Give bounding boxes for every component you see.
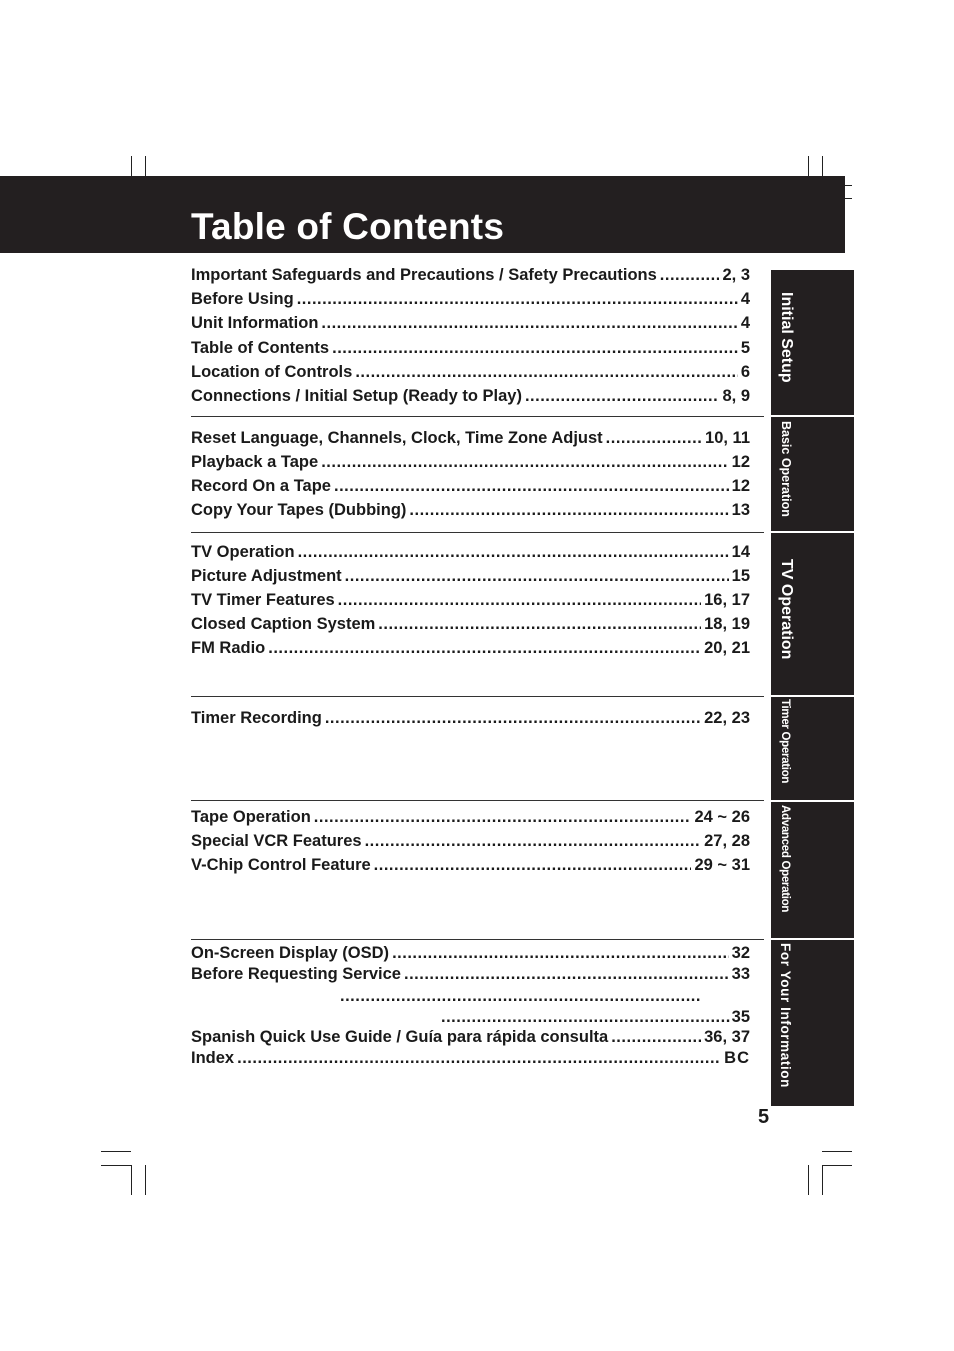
- toc-entry[interactable]: [191, 806, 750, 828]
- tab-label: Initial Setup: [778, 292, 795, 383]
- entry-page: 24 ~ 26: [694, 808, 750, 826]
- tab-label: Timer Operation: [779, 699, 791, 784]
- dot-leader: [321, 451, 728, 473]
- entry-label: Unit Information: [191, 314, 319, 332]
- toc-entry[interactable]: [191, 427, 750, 449]
- dot-leader: [268, 637, 701, 659]
- entry-page: 18, 19: [704, 615, 750, 633]
- dot-leader: [374, 854, 692, 876]
- section-divider: [191, 800, 764, 801]
- entry-label: Picture Adjustment: [191, 567, 342, 585]
- entry-label: Before Using: [191, 290, 294, 308]
- entry-label: On-Screen Display (OSD): [191, 944, 390, 962]
- tab-label: TV Operation: [778, 559, 795, 660]
- toc-entry[interactable]: [191, 1026, 750, 1048]
- entry-label: Before Requesting Service: [191, 965, 401, 983]
- page-number: 5: [758, 1106, 770, 1128]
- dot-leader: [325, 707, 701, 729]
- dot-leader: [525, 385, 720, 407]
- entry-page: 10, 11: [705, 429, 750, 447]
- tab-label: For Your Information: [778, 943, 793, 1088]
- section-divider: [191, 939, 764, 940]
- toc-entry: [340, 985, 702, 1007]
- entry-label: Location of Controls: [191, 363, 353, 381]
- entry-page: 8, 9: [722, 387, 750, 405]
- page-title: Table of Contents: [191, 206, 505, 247]
- entry-label: Index: [191, 1049, 235, 1067]
- dot-leader: [355, 361, 737, 383]
- dot-leader: [441, 1006, 731, 1028]
- tab-advanced-operation[interactable]: [771, 802, 854, 938]
- dot-leader: [409, 499, 728, 521]
- toc-entry[interactable]: [191, 475, 750, 497]
- entry-page: 13: [731, 501, 750, 519]
- dot-leader: [297, 288, 738, 310]
- entry-label: Closed Caption System: [191, 615, 376, 633]
- section-divider: [191, 696, 764, 697]
- entry-label: Special VCR Features: [191, 832, 362, 850]
- crop-mark: [101, 1151, 131, 1152]
- entry-label: Spanish Quick Use Guide / Guía para rápida consulta: [191, 1028, 609, 1046]
- crop-mark: [822, 1165, 823, 1195]
- dot-leader: [606, 427, 702, 449]
- dot-leader: [345, 565, 729, 587]
- toc-entry[interactable]: [191, 361, 750, 383]
- entry-page: 36, 37: [704, 1028, 750, 1046]
- entry-label: Copy Your Tapes (Dubbing): [191, 501, 407, 519]
- entry-page: 12: [731, 477, 750, 495]
- toc-entry[interactable]: [191, 963, 750, 985]
- toc-entry[interactable]: [191, 613, 750, 635]
- entry-page: BC: [724, 1049, 750, 1067]
- tab-tv-operation[interactable]: [771, 533, 854, 695]
- entry-page: 20, 21: [704, 639, 750, 657]
- toc-entry[interactable]: [191, 385, 750, 407]
- dot-leader: [340, 985, 702, 1007]
- toc-entry[interactable]: [191, 499, 750, 521]
- entry-page: 12: [731, 453, 750, 471]
- crop-mark: [822, 1165, 852, 1166]
- entry-page: 4: [740, 314, 750, 332]
- entry-label: FM Radio: [191, 639, 266, 657]
- toc-entry[interactable]: [191, 264, 750, 286]
- entry-label: Playback a Tape: [191, 453, 319, 471]
- entry-label: Timer Recording: [191, 709, 322, 727]
- entry-page: 15: [731, 567, 750, 585]
- entry-page: 6: [740, 363, 750, 381]
- toc-entry[interactable]: [191, 451, 750, 473]
- crop-mark: [808, 1165, 809, 1195]
- dot-leader: [338, 589, 701, 611]
- crop-mark: [131, 1165, 132, 1195]
- dot-leader: [660, 264, 720, 286]
- dot-leader: [392, 942, 729, 964]
- entry-label: V-Chip Control Feature: [191, 856, 371, 874]
- toc-entry[interactable]: [191, 707, 750, 729]
- entry-label: TV Operation: [191, 543, 295, 561]
- toc-entry[interactable]: [191, 288, 750, 310]
- entry-page: 29 ~ 31: [694, 856, 750, 874]
- entry-label: TV Timer Features: [191, 591, 335, 609]
- dot-leader: [378, 613, 701, 635]
- toc-entry[interactable]: [191, 337, 750, 359]
- entry-page: 2, 3: [722, 266, 750, 284]
- entry-page: 16, 17: [704, 591, 750, 609]
- entry-page: 32: [731, 944, 750, 962]
- section-divider: [191, 416, 764, 417]
- dot-leader: [365, 830, 702, 852]
- entry-label: Tape Operation: [191, 808, 311, 826]
- dot-leader: [334, 475, 729, 497]
- entry-label: Table of Contents: [191, 339, 330, 357]
- entry-page: 35: [731, 1008, 750, 1026]
- crop-mark: [145, 1165, 146, 1195]
- dot-leader: [404, 963, 729, 985]
- entry-page: 33: [731, 965, 750, 983]
- entry-label: Important Safeguards and Precautions / Safety Precautions: [191, 266, 657, 284]
- toc-entry[interactable]: [191, 541, 750, 563]
- toc-entry[interactable]: [191, 1047, 750, 1069]
- toc-entry[interactable]: [191, 565, 750, 587]
- dot-leader: [298, 541, 729, 563]
- tab-initial-setup[interactable]: [771, 270, 854, 415]
- tab-basic-operation[interactable]: [771, 417, 854, 531]
- entry-label: Record On a Tape: [191, 477, 331, 495]
- dot-leader: [321, 312, 737, 334]
- entry-page: 5: [740, 339, 750, 357]
- entry-label: Connections / Initial Setup (Ready to Play): [191, 387, 522, 405]
- entry-page: 4: [740, 290, 750, 308]
- crop-mark: [101, 1165, 131, 1166]
- entry-page: 22, 23: [704, 709, 750, 727]
- toc-entry[interactable]: [441, 1006, 750, 1028]
- dot-leader: [314, 806, 692, 828]
- toc-entry[interactable]: [191, 637, 750, 659]
- tab-timer-operation[interactable]: [771, 697, 854, 800]
- dot-leader: [332, 337, 738, 359]
- section-divider: [191, 532, 764, 533]
- toc-entry[interactable]: [191, 589, 750, 611]
- entry-page: 27, 28: [704, 832, 750, 850]
- toc-entry[interactable]: [191, 830, 750, 852]
- crop-mark: [822, 1151, 852, 1152]
- tab-for-your-information[interactable]: [771, 940, 854, 1106]
- toc-entry[interactable]: [191, 854, 750, 876]
- tab-label: Advanced Operation: [779, 805, 791, 913]
- entry-page: 14: [731, 543, 750, 561]
- tab-label: Basic Operation: [779, 421, 793, 517]
- entry-label: Reset Language, Channels, Clock, Time Zone Adjust: [191, 429, 603, 447]
- toc-entry[interactable]: [191, 312, 750, 334]
- dot-leader: [611, 1026, 701, 1048]
- dot-leader: [237, 1047, 721, 1069]
- toc-entry[interactable]: [191, 942, 750, 964]
